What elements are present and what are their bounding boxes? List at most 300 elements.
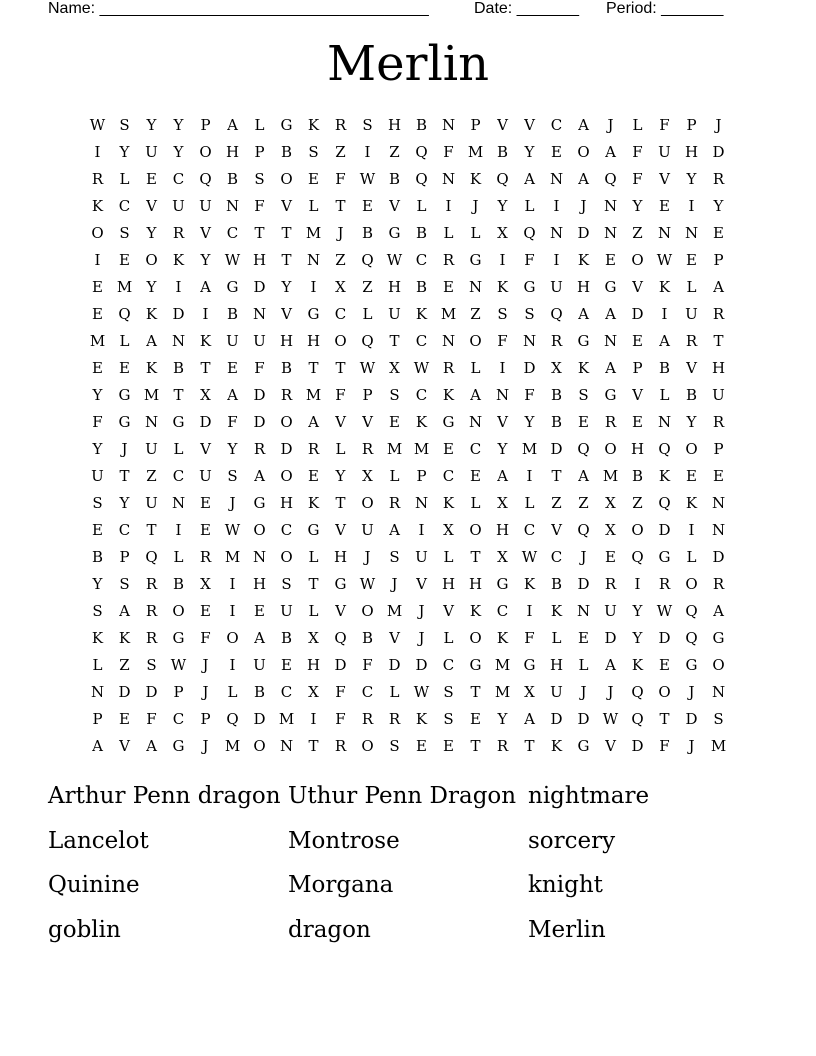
grid-letter: M <box>467 142 484 161</box>
grid-letter: L <box>119 169 130 188</box>
grid-letter: N <box>468 412 483 431</box>
grid-letter: Q <box>415 142 428 161</box>
grid-letter: K <box>118 628 131 647</box>
grid-letter: S <box>389 736 400 755</box>
grid-letter: Q <box>631 682 644 701</box>
grid-letter: D <box>631 736 644 755</box>
grid-letter: L <box>119 331 130 350</box>
grid-letter: V <box>524 115 535 134</box>
grid-letter: E <box>443 736 454 755</box>
grid-letter: I <box>553 196 560 215</box>
grid-letter: S <box>92 601 103 620</box>
grid-letter: L <box>524 493 535 512</box>
grid-letter: A <box>227 115 238 134</box>
word-bank-item: Quinine <box>48 872 140 898</box>
grid-letter: N <box>144 412 159 431</box>
grid-letter: M <box>440 304 457 323</box>
grid-letter: A <box>146 331 157 350</box>
grid-letter: F <box>524 250 535 269</box>
grid-letter: S <box>119 223 130 242</box>
grid-letter: U <box>145 142 158 161</box>
grid-letter: Q <box>577 520 590 539</box>
grid-letter: J <box>715 115 722 134</box>
grid-letter: T <box>713 331 724 350</box>
word-bank-item: Merlin <box>528 916 606 943</box>
grid-letter: G <box>577 736 590 755</box>
grid-letter: A <box>470 385 481 404</box>
grid-letter: X <box>308 628 319 647</box>
grid-letter: E <box>551 142 562 161</box>
grid-letter: D <box>118 682 131 701</box>
grid-letter: N <box>414 493 429 512</box>
grid-letter: T <box>470 547 481 566</box>
grid-letter: Q <box>604 169 617 188</box>
grid-letter: I <box>310 709 317 728</box>
grid-letter: L <box>470 358 481 377</box>
grid-letter: L <box>308 547 319 566</box>
grid-letter: D <box>415 655 428 674</box>
grid-letter: I <box>364 142 371 161</box>
grid-letter: V <box>497 115 508 134</box>
grid-letter: F <box>659 736 670 755</box>
grid-letter: D <box>334 655 347 674</box>
grid-letter: R <box>442 358 455 377</box>
grid-letter: O <box>685 439 698 458</box>
grid-letter: G <box>712 628 725 647</box>
grid-letter: R <box>334 736 347 755</box>
grid-letter: I <box>94 250 101 269</box>
grid-letter: L <box>254 115 265 134</box>
grid-letter: E <box>632 412 643 431</box>
grid-letter: Y <box>92 439 103 458</box>
grid-letter: P <box>200 709 211 728</box>
grid-letter: I <box>526 466 533 485</box>
grid-letter: L <box>416 196 427 215</box>
grid-letter: V <box>362 412 373 431</box>
grid-letter: E <box>308 169 319 188</box>
grid-letter: E <box>713 223 724 242</box>
grid-letter: X <box>551 358 562 377</box>
grid-letter: Y <box>713 196 724 215</box>
grid-letter: B <box>226 169 239 188</box>
grid-letter: R <box>388 709 401 728</box>
grid-letter: R <box>712 169 725 188</box>
grid-letter: U <box>361 520 374 539</box>
grid-letter: P <box>200 115 211 134</box>
grid-letter: E <box>578 412 589 431</box>
grid-letter: S <box>227 466 238 485</box>
grid-letter: Y <box>200 250 211 269</box>
grid-letter: K <box>685 493 698 512</box>
grid-letter: R <box>712 304 725 323</box>
grid-letter: R <box>604 574 617 593</box>
grid-letter: O <box>334 331 347 350</box>
grid-letter: S <box>362 115 373 134</box>
grid-letter: U <box>280 601 293 620</box>
grid-letter: Q <box>199 169 212 188</box>
grid-letter: M <box>494 655 511 674</box>
grid-letter: E <box>605 250 616 269</box>
grid-letter: J <box>418 628 425 647</box>
grid-letter: G <box>469 250 482 269</box>
grid-letter: Y <box>173 115 184 134</box>
grid-letter: N <box>171 331 186 350</box>
grid-letter: K <box>658 466 671 485</box>
grid-letter: A <box>254 466 265 485</box>
grid-letter: I <box>553 250 560 269</box>
grid-letter: B <box>280 142 293 161</box>
grid-letter: E <box>119 250 130 269</box>
grid-letter: Y <box>632 628 643 647</box>
grid-letter: D <box>631 304 644 323</box>
grid-letter: G <box>118 385 131 404</box>
grid-letter: R <box>199 547 212 566</box>
grid-letter: H <box>252 250 267 269</box>
grid-letter: G <box>334 574 347 593</box>
grid-letter: O <box>280 412 293 431</box>
grid-letter: Y <box>92 574 103 593</box>
grid-letter: H <box>252 574 267 593</box>
grid-letter: N <box>603 196 618 215</box>
grid-letter: O <box>280 466 293 485</box>
word-bank-item: nightmare <box>528 783 650 809</box>
grid-letter: J <box>688 682 695 701</box>
grid-letter: Q <box>577 439 590 458</box>
grid-letter: N <box>711 493 726 512</box>
grid-letter: L <box>308 196 319 215</box>
period-field-label: Period: _______ <box>606 0 724 17</box>
grid-letter: G <box>604 385 617 404</box>
grid-letter: E <box>713 466 724 485</box>
grid-letter: K <box>91 196 104 215</box>
grid-letter: T <box>308 574 319 593</box>
grid-letter: N <box>252 304 267 323</box>
grid-letter: B <box>280 358 293 377</box>
grid-letter: N <box>252 547 267 566</box>
grid-letter: R <box>550 331 563 350</box>
grid-letter: O <box>253 520 266 539</box>
word-bank-item: goblin <box>48 916 121 943</box>
grid-letter: V <box>335 520 346 539</box>
grid-letter: Y <box>524 412 535 431</box>
grid-letter: F <box>443 142 454 161</box>
grid-letter: L <box>443 628 454 647</box>
grid-letter: J <box>121 439 128 458</box>
grid-letter: C <box>226 223 239 242</box>
grid-letter: Q <box>334 628 347 647</box>
grid-letter: E <box>200 601 211 620</box>
grid-letter: X <box>497 493 508 512</box>
grid-letter: I <box>661 304 668 323</box>
grid-letter: R <box>91 169 104 188</box>
grid-letter: Q <box>118 304 131 323</box>
grid-letter: I <box>175 277 182 296</box>
grid-letter: D <box>577 574 590 593</box>
grid-letter: K <box>550 601 563 620</box>
grid-letter: R <box>145 628 158 647</box>
grid-letter: V <box>119 736 130 755</box>
grid-letter: A <box>578 169 589 188</box>
grid-letter: L <box>443 223 454 242</box>
grid-letter: W <box>359 169 376 188</box>
grid-letter: Q <box>658 439 671 458</box>
grid-letter: N <box>306 250 321 269</box>
grid-letter: I <box>499 358 506 377</box>
grid-letter: A <box>713 277 724 296</box>
grid-letter: O <box>577 142 590 161</box>
grid-letter: D <box>253 385 266 404</box>
grid-letter: G <box>685 655 698 674</box>
grid-letter: K <box>145 304 158 323</box>
grid-letter: D <box>712 547 725 566</box>
grid-letter: B <box>226 304 239 323</box>
grid-letter: P <box>713 250 724 269</box>
grid-letter: A <box>578 304 589 323</box>
grid-letter: N <box>657 223 672 242</box>
grid-letter: K <box>415 304 428 323</box>
grid-letter: O <box>361 493 374 512</box>
grid-letter: G <box>307 304 320 323</box>
grid-letter: S <box>389 547 400 566</box>
grid-letter: Y <box>146 277 157 296</box>
grid-letter: O <box>172 601 185 620</box>
grid-letter: L <box>173 547 184 566</box>
grid-letter: L <box>551 628 562 647</box>
grid-letter: F <box>524 385 535 404</box>
grid-letter: Q <box>361 250 374 269</box>
grid-letter: H <box>225 142 240 161</box>
grid-letter: V <box>659 169 670 188</box>
grid-letter: K <box>415 709 428 728</box>
grid-letter: J <box>580 547 587 566</box>
grid-letter: P <box>470 115 481 134</box>
grid-letter: D <box>172 304 185 323</box>
grid-letter: L <box>362 304 373 323</box>
grid-letter: E <box>632 331 643 350</box>
grid-letter: G <box>307 520 320 539</box>
grid-letter: X <box>362 466 373 485</box>
grid-letter: L <box>470 223 481 242</box>
grid-letter: S <box>443 682 454 701</box>
grid-letter: D <box>280 439 293 458</box>
grid-letter: L <box>659 385 670 404</box>
grid-letter: I <box>94 142 101 161</box>
grid-letter: R <box>361 709 374 728</box>
grid-letter: T <box>335 493 346 512</box>
grid-letter: E <box>686 466 697 485</box>
grid-letter: D <box>145 682 158 701</box>
grid-letter: V <box>335 601 346 620</box>
grid-letter: S <box>389 385 400 404</box>
grid-letter: E <box>146 169 157 188</box>
grid-letter: P <box>254 142 265 161</box>
grid-letter: J <box>391 574 398 593</box>
grid-letter: X <box>497 223 508 242</box>
grid-letter: Z <box>578 493 589 512</box>
grid-letter: G <box>118 412 131 431</box>
grid-letter: A <box>308 412 319 431</box>
grid-letter: U <box>712 385 725 404</box>
grid-letter: N <box>522 331 537 350</box>
grid-letter: Y <box>227 439 238 458</box>
grid-letter: D <box>253 277 266 296</box>
grid-letter: U <box>604 601 617 620</box>
grid-letter: S <box>578 385 589 404</box>
grid-letter: D <box>550 709 563 728</box>
grid-letter: W <box>602 709 619 728</box>
grid-letter: O <box>361 736 374 755</box>
grid-letter: H <box>630 439 645 458</box>
grid-letter: H <box>711 358 726 377</box>
grid-letter: N <box>549 223 564 242</box>
grid-letter: Q <box>496 169 509 188</box>
grid-letter: G <box>496 574 509 593</box>
grid-letter: A <box>524 169 535 188</box>
grid-letter: G <box>172 628 185 647</box>
word-bank-item: Arthur Penn dragon <box>48 783 281 809</box>
grid-letter: J <box>229 493 236 512</box>
grid-letter: R <box>145 601 158 620</box>
grid-letter: S <box>713 709 724 728</box>
grid-letter: Q <box>415 169 428 188</box>
grid-letter: X <box>200 385 211 404</box>
grid-letter: P <box>173 682 184 701</box>
grid-letter: B <box>550 412 563 431</box>
grid-letter: K <box>496 628 509 647</box>
grid-letter: J <box>607 115 614 134</box>
grid-letter: O <box>631 250 644 269</box>
grid-letter: D <box>604 628 617 647</box>
grid-letter: Y <box>335 466 346 485</box>
grid-letter: A <box>119 601 130 620</box>
grid-letter: O <box>280 169 293 188</box>
grid-letter: Y <box>173 142 184 161</box>
grid-letter: G <box>253 493 266 512</box>
grid-letter: Y <box>497 709 508 728</box>
grid-letter: K <box>307 493 320 512</box>
grid-letter: T <box>119 466 130 485</box>
grid-letter: G <box>523 277 536 296</box>
grid-letter: P <box>686 115 697 134</box>
grid-letter: D <box>658 628 671 647</box>
grid-letter: E <box>605 547 616 566</box>
grid-letter: B <box>280 628 293 647</box>
grid-letter: W <box>656 250 673 269</box>
grid-letter: M <box>278 709 295 728</box>
grid-letter: Q <box>550 304 563 323</box>
grid-letter: I <box>310 277 317 296</box>
grid-letter: E <box>578 628 589 647</box>
grid-letter: L <box>389 466 400 485</box>
grid-letter: I <box>229 601 236 620</box>
grid-letter: U <box>685 304 698 323</box>
grid-letter: E <box>470 709 481 728</box>
grid-letter: B <box>415 223 428 242</box>
grid-letter: G <box>388 223 401 242</box>
grid-letter: K <box>550 736 563 755</box>
grid-letter: U <box>550 682 563 701</box>
grid-letter: W <box>656 601 673 620</box>
grid-letter: X <box>605 520 616 539</box>
grid-letter: K <box>469 169 482 188</box>
grid-letter: N <box>279 736 294 755</box>
grid-letter: E <box>659 655 670 674</box>
grid-letter: N <box>171 493 186 512</box>
grid-letter: J <box>688 736 695 755</box>
grid-letter: B <box>550 385 563 404</box>
grid-letter: V <box>605 736 616 755</box>
grid-letter: U <box>91 466 104 485</box>
grid-letter: U <box>226 331 239 350</box>
grid-letter: D <box>199 412 212 431</box>
grid-letter: A <box>146 736 157 755</box>
grid-letter: O <box>631 520 644 539</box>
grid-letter: C <box>469 439 482 458</box>
grid-letter: C <box>172 466 185 485</box>
grid-letter: J <box>337 223 344 242</box>
grid-letter: V <box>443 601 454 620</box>
grid-letter: M <box>602 466 619 485</box>
grid-letter: T <box>200 358 211 377</box>
grid-letter: U <box>253 331 266 350</box>
grid-letter: C <box>172 709 185 728</box>
grid-letter: A <box>605 142 616 161</box>
page-title: Merlin <box>326 36 490 92</box>
grid-letter: K <box>442 385 455 404</box>
grid-letter: M <box>413 439 430 458</box>
grid-letter: G <box>469 655 482 674</box>
grid-letter: R <box>712 574 725 593</box>
grid-letter: Z <box>119 655 130 674</box>
word-bank <box>48 774 768 952</box>
grid-letter: N <box>90 682 105 701</box>
grid-letter: G <box>577 331 590 350</box>
grid-letter: K <box>172 250 185 269</box>
grid-letter: L <box>578 655 589 674</box>
grid-letter: M <box>386 439 403 458</box>
grid-letter: V <box>551 520 562 539</box>
grid-letter: B <box>658 358 671 377</box>
grid-letter: W <box>386 250 403 269</box>
grid-letter: J <box>418 601 425 620</box>
grid-letter: W <box>224 520 241 539</box>
grid-letter: H <box>468 574 483 593</box>
grid-letter: R <box>145 574 158 593</box>
grid-letter: C <box>172 169 185 188</box>
grid-letter: D <box>523 358 536 377</box>
grid-letter: Q <box>685 628 698 647</box>
grid-letter: M <box>224 736 241 755</box>
grid-letter: D <box>577 709 590 728</box>
grid-letter: O <box>685 574 698 593</box>
grid-letter: B <box>685 385 698 404</box>
grid-letter: M <box>143 385 160 404</box>
grid-letter: R <box>280 385 293 404</box>
word-search-grid <box>84 111 732 759</box>
grid-letter: J <box>202 736 209 755</box>
grid-letter: R <box>334 115 347 134</box>
grid-letter: Y <box>497 196 508 215</box>
grid-letter: Y <box>146 223 157 242</box>
grid-letter: W <box>413 358 430 377</box>
grid-letter: I <box>688 196 695 215</box>
grid-letter: E <box>254 601 265 620</box>
grid-letter: H <box>387 115 402 134</box>
grid-letter: B <box>388 169 401 188</box>
grid-letter: N <box>549 169 564 188</box>
grid-letter: J <box>580 682 587 701</box>
grid-letter: U <box>658 142 671 161</box>
